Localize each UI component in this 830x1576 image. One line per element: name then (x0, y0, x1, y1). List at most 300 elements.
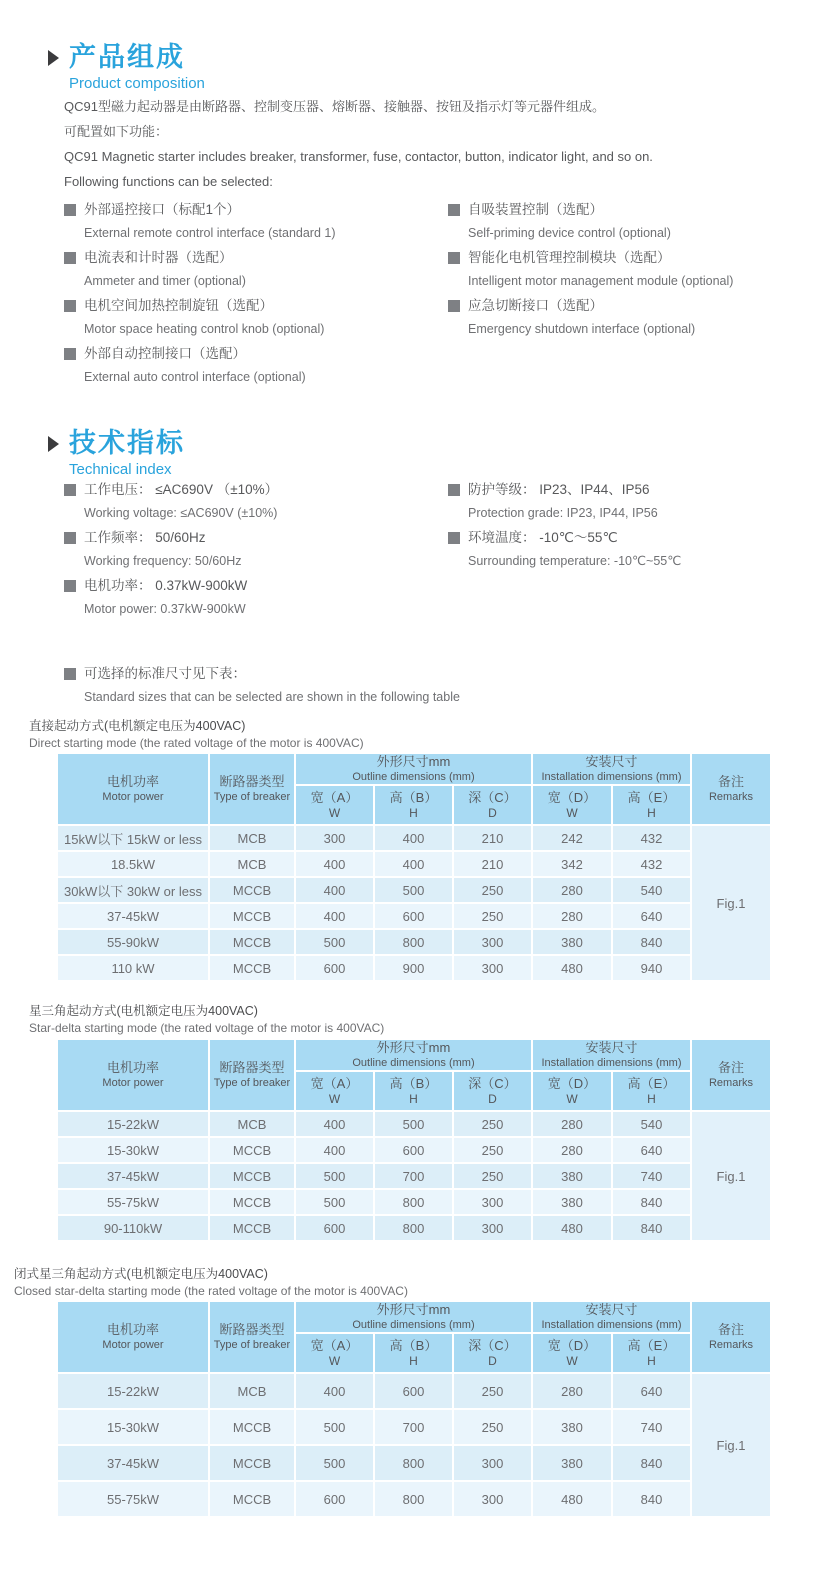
table-cell: MCCB (210, 904, 294, 928)
table-cell: 840 (613, 1446, 690, 1480)
column-subheader (296, 1072, 373, 1110)
column-subheader (454, 786, 531, 824)
table-cell: 90-110kW (58, 1216, 208, 1240)
column-group-outline-dimensions-en: Outline dimensions (mm) (352, 771, 475, 783)
section-title-zh: 产品组成 (69, 42, 185, 72)
column-header-remarks-en: Remarks (708, 1077, 753, 1089)
table-cell: 15-30kW (58, 1138, 208, 1162)
section-technical-index (48, 428, 185, 478)
table-row (58, 1138, 690, 1162)
table-row (58, 1410, 690, 1444)
column-subheader-en: W (566, 1354, 578, 1368)
table-cell: 740 (613, 1410, 690, 1444)
table-cell: 900 (375, 956, 452, 980)
table-cell: 500 (296, 1190, 373, 1214)
column-subheader-en: D (488, 1354, 497, 1368)
table-cell: 800 (375, 1216, 452, 1240)
feature-item-zh: 电流表和计时器（选配） (84, 250, 233, 265)
table-caption-en: Direct starting mode (the rated voltage of the motor is 400VAC) (29, 736, 364, 750)
table-row (58, 878, 690, 902)
table-cell: 400 (375, 826, 452, 850)
column-header-breaker-type-zh: 断路器类型 (219, 1060, 285, 1075)
column-group-installation-dimensions-en: Installation dimensions (mm) (541, 1319, 682, 1331)
spec-item-zh: 环境温度： -10℃～55℃ (468, 530, 618, 545)
table-cell: MCCB (210, 930, 294, 954)
table-row (58, 1216, 690, 1240)
table-cell: 700 (375, 1164, 452, 1188)
note-en: Standard sizes that can be selected are shown in the following table (84, 690, 460, 704)
table-cell: 15-30kW (58, 1410, 208, 1444)
table-cell: 800 (375, 930, 452, 954)
table-row (58, 1164, 690, 1188)
column-header-motor-power-en: Motor power (102, 1339, 164, 1351)
feature-item (64, 294, 448, 341)
column-header-remarks (692, 1302, 770, 1372)
bullet-square-icon (448, 484, 460, 496)
table-cell: 30kW以下 30kW or less (58, 878, 208, 902)
column-header-remarks-en: Remarks (708, 791, 753, 803)
table-caption-en: Closed star-delta starting mode (the rated voltage of the motor is 400VAC) (14, 1284, 408, 1298)
section-arrow-icon (48, 436, 59, 452)
table-cell: 242 (533, 826, 611, 850)
column-subheader-zh: 深（C） (468, 1338, 517, 1353)
column-subheader-en: H (647, 1354, 656, 1368)
table-cell: 640 (613, 1138, 690, 1162)
table-caption-zh: 闭式星三角起动方式(电机额定电压为400VAC) (14, 1267, 268, 1281)
column-subheader (375, 786, 452, 824)
table-cell: 400 (296, 878, 373, 902)
table-cell: 210 (454, 852, 531, 876)
column-header-remarks-zh: 备注 (717, 774, 744, 789)
column-header-breaker-type (210, 1040, 294, 1110)
spec-item (64, 526, 448, 573)
table-cell: MCCB (210, 1138, 294, 1162)
table-cell: 500 (296, 930, 373, 954)
column-group-outline-dimensions-zh: 外形尺寸mm (376, 1302, 451, 1317)
section-title-en: Technical index (69, 461, 172, 478)
table-star-delta (58, 1040, 770, 1240)
table-row (58, 956, 690, 980)
column-header-breaker-type (210, 754, 294, 824)
spec-column-right (448, 478, 681, 622)
spec-item (64, 478, 448, 525)
column-header-remarks-zh: 备注 (717, 1060, 744, 1075)
table-cell: 432 (613, 852, 690, 876)
column-subheader-zh: 深（C） (468, 790, 517, 805)
table-cell: 840 (613, 1482, 690, 1516)
feature-item-zh: 电机空间加热控制旋钮（选配） (84, 298, 273, 313)
table-cell: 700 (375, 1410, 452, 1444)
table-cell: 480 (533, 956, 611, 980)
spec-item (448, 478, 681, 525)
section-heading (69, 42, 205, 92)
section-heading (69, 428, 185, 478)
table-cell: 480 (533, 1482, 611, 1516)
table-cell: 400 (296, 1374, 373, 1408)
table-caption-closed-star-delta (14, 1266, 408, 1300)
table-caption-en: Star-delta starting mode (the rated voltage of the motor is 400VAC) (29, 1021, 385, 1035)
table-cell: 380 (533, 1446, 611, 1480)
table-cell: 110 kW (58, 956, 208, 980)
column-subheader (613, 1334, 690, 1372)
table-closed-star-delta (58, 1302, 770, 1516)
spec-item-en: Protection grade: IP23, IP44, IP56 (468, 506, 658, 520)
table-cell: 250 (454, 1410, 531, 1444)
table-cell: 55-90kW (58, 930, 208, 954)
bullet-square-icon (64, 252, 76, 264)
feature-item (64, 246, 448, 293)
table-cell: 380 (533, 930, 611, 954)
table-cell: 600 (375, 1374, 452, 1408)
spec-item (448, 526, 681, 573)
column-group-installation-dimensions-zh: 安装尺寸 (585, 754, 638, 769)
column-header-motor-power-en: Motor power (102, 791, 164, 803)
spec-list (64, 478, 681, 622)
column-subheader-zh: 宽（D） (547, 1338, 597, 1353)
table-cell: MCB (210, 852, 294, 876)
table-cell: 840 (613, 1190, 690, 1214)
column-subheader-zh: 高（B） (389, 1076, 438, 1091)
column-subheader-zh: 宽（A） (310, 790, 359, 805)
bullet-square-icon (64, 348, 76, 360)
table-body (58, 1112, 770, 1240)
column-subheader-en: H (409, 806, 418, 820)
column-subheader-zh: 宽（A） (310, 1076, 359, 1091)
column-group-installation-dimensions-en: Installation dimensions (mm) (541, 771, 682, 783)
table-cell: 940 (613, 956, 690, 980)
column-subheader-zh: 宽（A） (310, 1338, 359, 1353)
intro-paragraphs (64, 94, 784, 194)
column-header-motor-power (58, 1302, 208, 1372)
bullet-square-icon (448, 204, 460, 216)
table-cell: MCCB (210, 1164, 294, 1188)
table-cell: 840 (613, 930, 690, 954)
table-cell: 600 (296, 956, 373, 980)
table-caption-zh: 直接起动方式(电机额定电压为400VAC) (29, 719, 246, 733)
column-subheader (296, 1334, 373, 1372)
table-cell: 342 (533, 852, 611, 876)
table-cell: 250 (454, 1112, 531, 1136)
table-header-row (58, 754, 770, 824)
table-cell: 300 (454, 956, 531, 980)
feature-item (64, 198, 448, 245)
column-subheader-en: W (328, 1092, 341, 1106)
table-caption-star-delta (29, 1003, 384, 1037)
table-cell: 300 (454, 1446, 531, 1480)
table-cell: 400 (296, 852, 373, 876)
table-cell: 800 (375, 1482, 452, 1516)
feature-column-left (64, 198, 448, 390)
table-cell: 432 (613, 826, 690, 850)
section-product-composition (48, 42, 205, 92)
table-cell: 300 (296, 826, 373, 850)
paragraph: Following functions can be selected: (64, 174, 273, 189)
spec-item-zh: 防护等级： IP23、IP44、IP56 (468, 482, 650, 497)
table-body (58, 1374, 770, 1516)
table-cell: 500 (375, 1112, 452, 1136)
column-subheader-en: H (647, 806, 656, 820)
table-row (58, 1112, 690, 1136)
spec-item-en: Working voltage: ≤AC690V (±10%) (84, 506, 278, 520)
spec-item-zh: 电机功率： 0.37kW-900kW (84, 578, 248, 593)
feature-item (448, 294, 733, 341)
bullet-square-icon (64, 484, 76, 496)
table-cell: 540 (613, 1112, 690, 1136)
column-subheader (533, 786, 611, 824)
column-subheader (375, 1334, 452, 1372)
table-cell: 600 (296, 1216, 373, 1240)
table-row (58, 904, 690, 928)
table-cell: 250 (454, 1138, 531, 1162)
table-cell: MCCB (210, 1190, 294, 1214)
column-subheader (454, 1334, 531, 1372)
spec-item (64, 574, 448, 621)
table-cell: 600 (296, 1482, 373, 1516)
table-remark-cell: Fig.1 (692, 826, 770, 980)
table-cell: 280 (533, 904, 611, 928)
column-group-installation-dimensions (533, 1302, 690, 1332)
column-group-installation-dimensions-en: Installation dimensions (mm) (541, 1057, 682, 1069)
column-header-breaker-type-zh: 断路器类型 (219, 1322, 285, 1337)
column-group-outline-dimensions (296, 754, 531, 784)
table-cell: 37-45kW (58, 1164, 208, 1188)
column-subheader-zh: 高（B） (389, 790, 438, 805)
bullet-square-icon (448, 300, 460, 312)
section-title-en: Product composition (69, 75, 205, 92)
column-header-breaker-type-en: Type of breaker (213, 1339, 291, 1351)
table-cell: 400 (296, 1138, 373, 1162)
spec-item-en: Surrounding temperature: -10℃~55℃ (468, 554, 682, 568)
column-group-outline-dimensions-en: Outline dimensions (mm) (352, 1057, 475, 1069)
table-cell: 280 (533, 1138, 611, 1162)
column-subheader-en: H (409, 1092, 418, 1106)
feature-item-en: External auto control interface (optional) (84, 370, 306, 384)
column-subheader-en: D (488, 1092, 497, 1106)
column-subheader (375, 1072, 452, 1110)
column-subheader-en: W (566, 1092, 578, 1106)
column-header-motor-power (58, 754, 208, 824)
column-subheader-zh: 高（B） (389, 1338, 438, 1353)
column-group-outline-dimensions-en: Outline dimensions (mm) (352, 1319, 475, 1331)
note-zh: 可选择的标准尺寸见下表： (84, 666, 246, 681)
feature-column-right (448, 198, 733, 390)
table-row (58, 1482, 690, 1516)
standard-size-note (64, 662, 460, 709)
column-group-installation-dimensions (533, 754, 690, 784)
spec-item-en: Working frequency: 50/60Hz (84, 554, 242, 568)
table-cell: 18.5kW (58, 852, 208, 876)
table-cell: 250 (454, 1374, 531, 1408)
table-cell: MCCB (210, 1446, 294, 1480)
table-cell: 840 (613, 1216, 690, 1240)
feature-item (448, 198, 733, 245)
paragraph: QC91 Magnetic starter includes breaker, transformer, fuse, contactor, button, indicator light, and so on. (64, 149, 653, 164)
table-cell: 280 (533, 878, 611, 902)
column-group-outline-dimensions-zh: 外形尺寸mm (376, 754, 451, 769)
column-header-motor-power-en: Motor power (102, 1077, 164, 1089)
table-body (58, 826, 770, 980)
column-group-installation-dimensions (533, 1040, 690, 1070)
column-subheader-zh: 深（C） (468, 1076, 517, 1091)
column-subheader (613, 786, 690, 824)
table-cell: 500 (375, 878, 452, 902)
table-cell: 15kW以下 15kW or less (58, 826, 208, 850)
column-header-breaker-type-en: Type of breaker (213, 1077, 291, 1089)
table-cell: 500 (296, 1446, 373, 1480)
column-subheader-zh: 宽（D） (547, 1076, 597, 1091)
table-cell: MCB (210, 826, 294, 850)
bullet-square-icon (448, 532, 460, 544)
table-cell: 37-45kW (58, 1446, 208, 1480)
table-direct-starting (58, 754, 770, 980)
column-group-installation-dimensions-zh: 安装尺寸 (585, 1302, 638, 1317)
column-subheader-zh: 宽（D） (547, 790, 597, 805)
column-group-outline-dimensions (296, 1040, 531, 1070)
table-remark-cell: Fig.1 (692, 1374, 770, 1516)
column-subheader-en: W (328, 806, 341, 820)
spec-item-en: Motor power: 0.37kW-900kW (84, 602, 246, 616)
table-row (58, 1374, 690, 1408)
table-cell: 500 (296, 1410, 373, 1444)
table-cell: 800 (375, 1446, 452, 1480)
table-cell: MCCB (210, 878, 294, 902)
spec-column-left (64, 478, 448, 622)
column-subheader-en: H (647, 1092, 656, 1106)
table-remark-cell: Fig.1 (692, 1112, 770, 1240)
table-cell: 300 (454, 1482, 531, 1516)
feature-item-en: Emergency shutdown interface (optional) (468, 322, 696, 336)
spec-item-zh: 工作电压： ≤AC690V （±10%） (84, 482, 279, 497)
table-cell: MCCB (210, 956, 294, 980)
table-cell: MCCB (210, 1410, 294, 1444)
column-subheader-en: D (488, 806, 497, 820)
column-header-remarks-en: Remarks (708, 1339, 753, 1351)
bullet-square-icon (64, 300, 76, 312)
table-cell: 300 (454, 1216, 531, 1240)
feature-item-en: Intelligent motor management module (optional) (468, 274, 734, 288)
feature-item (448, 246, 733, 293)
bullet-square-icon (64, 580, 76, 592)
column-header-remarks-zh: 备注 (717, 1322, 744, 1337)
feature-item-zh: 外部自动控制接口（选配） (84, 346, 246, 361)
feature-item-zh: 自吸装置控制（选配） (468, 202, 603, 217)
column-header-breaker-type (210, 1302, 294, 1372)
table-header-row (58, 1302, 770, 1372)
feature-list (64, 198, 733, 390)
table-cell: 380 (533, 1190, 611, 1214)
column-subheader (454, 1072, 531, 1110)
table-cell: 640 (613, 1374, 690, 1408)
table-cell: 380 (533, 1410, 611, 1444)
column-header-motor-power-zh: 电机功率 (106, 774, 159, 789)
table-cell: 300 (454, 1190, 531, 1214)
table-cell: 15-22kW (58, 1374, 208, 1408)
table-row (58, 1190, 690, 1214)
table-cell: MCB (210, 1374, 294, 1408)
table-cell: 400 (296, 1112, 373, 1136)
paragraph: QC91型磁力起动器是由断路器、控制变压器、熔断器、接触器、按钮及指示灯等元器件组成。 (64, 99, 605, 114)
column-subheader (533, 1072, 611, 1110)
column-group-outline-dimensions (296, 1302, 531, 1332)
column-subheader-en: H (409, 1354, 418, 1368)
table-cell: 480 (533, 1216, 611, 1240)
feature-item-zh: 外部遥控接口（标配1个） (84, 202, 241, 217)
feature-item-zh: 智能化电机管理控制模块（选配） (468, 250, 671, 265)
column-header-remarks (692, 1040, 770, 1110)
feature-item (64, 342, 448, 389)
bullet-square-icon (64, 204, 76, 216)
feature-item-en: Motor space heating control knob (optional) (84, 322, 325, 336)
table-cell: 500 (296, 1164, 373, 1188)
table-cell: 600 (375, 904, 452, 928)
column-subheader-zh: 高（E） (627, 790, 676, 805)
table-row (58, 930, 690, 954)
table-cell: MCB (210, 1112, 294, 1136)
table-cell: 55-75kW (58, 1190, 208, 1214)
table-cell: 280 (533, 1112, 611, 1136)
table-cell: 15-22kW (58, 1112, 208, 1136)
bullet-square-icon (64, 532, 76, 544)
table-cell: 250 (454, 878, 531, 902)
column-subheader-en: W (566, 806, 578, 820)
column-group-outline-dimensions-zh: 外形尺寸mm (376, 1040, 451, 1055)
bullet-square-icon (64, 668, 76, 680)
table-cell: 380 (533, 1164, 611, 1188)
feature-item-en: External remote control interface (standard 1) (84, 226, 336, 240)
table-cell: 400 (375, 852, 452, 876)
table-cell: MCCB (210, 1216, 294, 1240)
column-subheader (296, 786, 373, 824)
table-cell: 280 (533, 1374, 611, 1408)
column-subheader (613, 1072, 690, 1110)
table-cell: 640 (613, 904, 690, 928)
table-cell: MCCB (210, 1482, 294, 1516)
column-header-motor-power-zh: 电机功率 (106, 1322, 159, 1337)
table-cell: 55-75kW (58, 1482, 208, 1516)
table-cell: 37-45kW (58, 904, 208, 928)
table-cell: 210 (454, 826, 531, 850)
section-title-zh: 技术指标 (69, 428, 185, 458)
spec-item-zh: 工作频率： 50/60Hz (84, 530, 206, 545)
table-cell: 400 (296, 904, 373, 928)
feature-item-en: Ammeter and timer (optional) (84, 274, 246, 288)
table-row (58, 852, 690, 876)
table-cell: 740 (613, 1164, 690, 1188)
column-subheader-zh: 高（E） (627, 1076, 676, 1091)
column-header-motor-power-zh: 电机功率 (106, 1060, 159, 1075)
section-arrow-icon (48, 50, 59, 66)
table-caption-zh: 星三角起动方式(电机额定电压为400VAC) (29, 1004, 258, 1018)
column-subheader-zh: 高（E） (627, 1338, 676, 1353)
table-cell: 600 (375, 1138, 452, 1162)
table-row (58, 826, 690, 850)
table-row (58, 1446, 690, 1480)
column-subheader-en: W (328, 1354, 341, 1368)
table-cell: 250 (454, 1164, 531, 1188)
table-cell: 800 (375, 1190, 452, 1214)
table-caption-direct-starting (29, 718, 364, 752)
column-header-breaker-type-en: Type of breaker (213, 791, 291, 803)
column-group-installation-dimensions-zh: 安装尺寸 (585, 1040, 638, 1055)
table-header-row (58, 1040, 770, 1110)
column-header-breaker-type-zh: 断路器类型 (219, 774, 285, 789)
paragraph: 可配置如下功能： (64, 124, 169, 139)
table-cell: 250 (454, 904, 531, 928)
feature-item-zh: 应急切断接口（选配） (468, 298, 603, 313)
column-header-motor-power (58, 1040, 208, 1110)
feature-item-en: Self-priming device control (optional) (468, 226, 671, 240)
column-header-remarks (692, 754, 770, 824)
